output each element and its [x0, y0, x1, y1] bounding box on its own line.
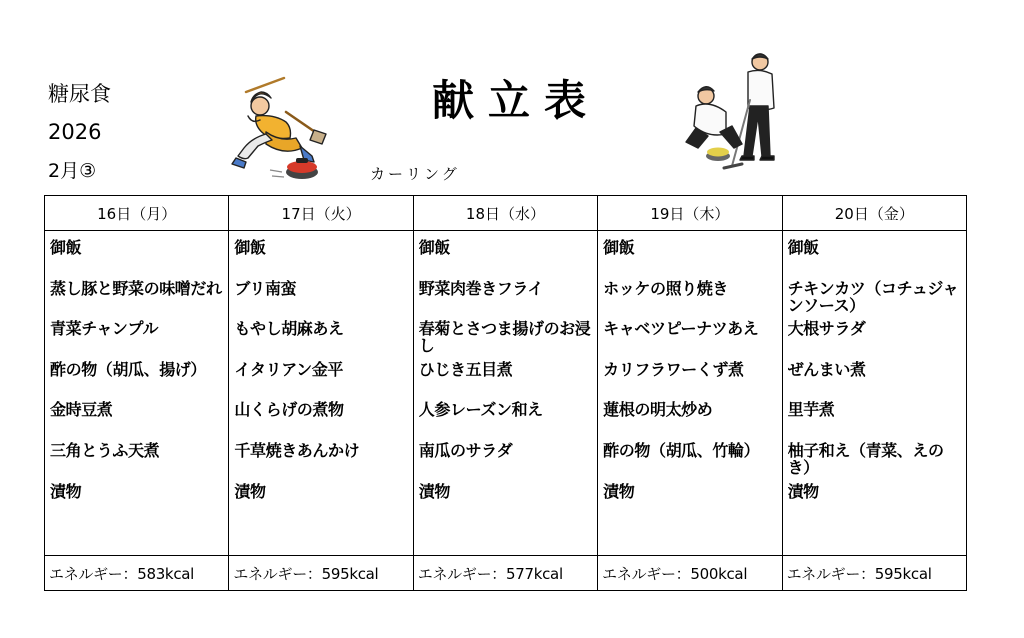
menu-item: 漬物 — [603, 482, 635, 501]
energy-row — [45, 556, 967, 591]
menu-item: 御飯 — [603, 239, 635, 257]
menu-item: 御飯 — [787, 239, 819, 257]
menu-item: 蒸し豚と野菜の味噌だれ — [50, 279, 222, 298]
menu-cell-fri — [782, 231, 966, 556]
day-header: 16日（月） — [45, 196, 229, 231]
menu-item: 三角とうふ天煮 — [50, 441, 160, 460]
energy-value: エネルギー：583kcal — [45, 556, 229, 591]
energy-value: エネルギー：595kcal — [782, 556, 966, 591]
menu-item: 山くらげの煮物 — [234, 401, 344, 420]
day-header-row — [45, 196, 967, 231]
menu-item: 人参レーズン和え — [418, 401, 543, 420]
menu-item: 柚子和え（青菜、えのき） — [787, 441, 944, 477]
menu-item: 南瓜のサラダ — [418, 441, 513, 460]
menu-cell-mon — [45, 231, 229, 556]
energy-value: エネルギー：500kcal — [598, 556, 782, 591]
curling-men-illustration — [684, 50, 792, 180]
year-label: 2026 — [48, 120, 102, 144]
page-title: 献立表 — [432, 76, 601, 125]
menu-cell-wed — [413, 231, 597, 556]
menu-item: イタリアン金平 — [234, 360, 343, 379]
menu-item: 蓮根の明太炒め — [603, 401, 713, 420]
menu-item: 青菜チャンプル — [50, 320, 159, 339]
menu-item: 御飯 — [234, 239, 266, 257]
menu-item: 野菜肉巻きフライ — [418, 279, 544, 298]
diet-type-label: 糖尿食 — [48, 82, 111, 106]
menu-item: キャベツピーナツあえ — [603, 320, 759, 339]
menu-item: 酢の物（胡瓜、揚げ） — [50, 360, 207, 379]
menu-item: 御飯 — [418, 239, 450, 257]
menu-item: チキンカツ（コチュジャンソース） — [787, 279, 959, 315]
menu-item: ブリ南蛮 — [234, 279, 297, 298]
day-header: 17日（火） — [229, 196, 413, 231]
menu-item: 里芋煮 — [787, 401, 835, 420]
menu-item: 千草焼きあんかけ — [234, 441, 360, 460]
menu-item: 漬物 — [234, 482, 266, 501]
day-header: 18日（水） — [413, 196, 597, 231]
energy-value: エネルギー：577kcal — [413, 556, 597, 591]
curling-woman-illustration — [226, 72, 336, 184]
menu-item: 春菊とさつま揚げのお浸し — [418, 320, 591, 356]
menu-cell-tue — [229, 231, 413, 556]
menu-items-row — [45, 231, 967, 556]
energy-value: エネルギー：595kcal — [229, 556, 413, 591]
menu-table — [44, 195, 967, 591]
menu-item: ぜんまい煮 — [787, 360, 866, 379]
menu-item: ひじき五目煮 — [418, 360, 513, 379]
day-header: 20日（金） — [782, 196, 966, 231]
month-week-label: 2月③ — [48, 160, 97, 182]
menu-item: ホッケの照り焼き — [603, 279, 728, 298]
menu-item: もやし胡麻あえ — [234, 320, 344, 339]
menu-item: 御飯 — [50, 239, 82, 257]
menu-item: 漬物 — [787, 482, 819, 501]
menu-item: 大根サラダ — [787, 320, 866, 339]
menu-cell-thu — [598, 231, 782, 556]
menu-item: 金時豆煮 — [50, 401, 113, 420]
menu-item: 漬物 — [418, 482, 450, 501]
illustration-caption: カーリング — [370, 165, 460, 183]
day-header: 19日（木） — [598, 196, 782, 231]
menu-item: 酢の物（胡瓜、竹輪） — [603, 441, 760, 460]
menu-item: カリフラワーくず煮 — [603, 360, 744, 379]
menu-item: 漬物 — [50, 482, 82, 501]
